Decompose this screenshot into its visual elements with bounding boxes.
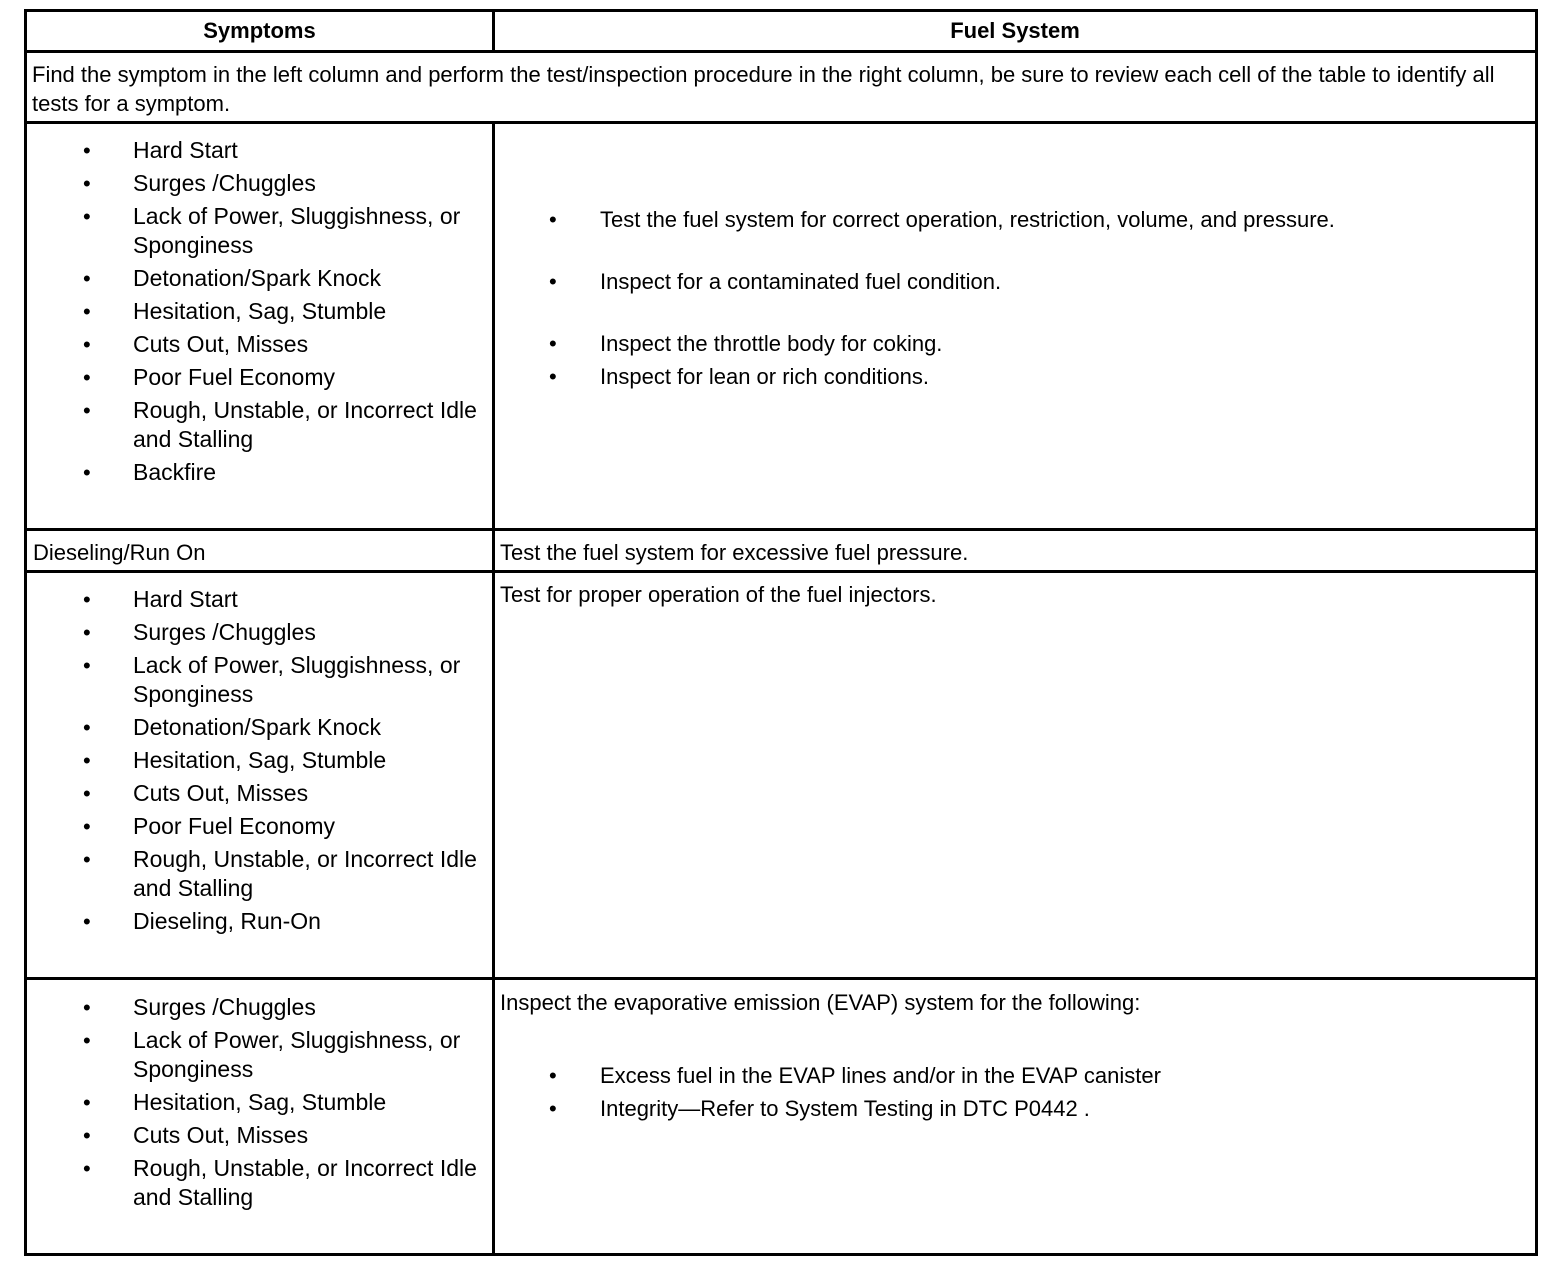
divider: [27, 528, 1535, 531]
bullet-icon: •: [83, 1028, 91, 1053]
bullet-icon: •: [83, 1123, 91, 1148]
list-item: • Surges /Chuggles: [83, 170, 316, 196]
row1-tests: [495, 205, 1535, 391]
divider: [27, 570, 1535, 573]
divider: [27, 977, 1535, 980]
bullet-icon: •: [549, 207, 557, 232]
list-item: • Cuts Out, Misses: [83, 331, 309, 357]
bullet-icon: •: [83, 748, 91, 773]
bullet-icon: •: [83, 138, 91, 163]
list-item: • Hard Start: [83, 137, 238, 163]
bullet-icon: •: [83, 814, 91, 839]
bullet-icon: •: [83, 995, 91, 1020]
list-item: • Lack of Power, Sluggishness, or Sponginess: [83, 652, 461, 707]
intro-text: Find the symptom in the left column and perform the test/inspection procedure in the right column, be sure to review each cell of the table to identify all tests for a symptom.: [32, 62, 1495, 116]
list-item: • Hesitation, Sag, Stumble: [83, 747, 387, 773]
list-item: • Detonation/Spark Knock: [83, 265, 382, 291]
row1-symptoms: [27, 136, 492, 487]
bullet-icon: •: [83, 332, 91, 357]
list-item: • Rough, Unstable, or Incorrect Idle and Stalling: [83, 1155, 477, 1210]
bullet-icon: •: [83, 398, 91, 423]
list-item: • Excess fuel in the EVAP lines and/or in the EVAP canister: [549, 1063, 1161, 1088]
divider: [27, 50, 1535, 53]
row4-test-intro: Inspect the evaporative emission (EVAP) system for the following:: [500, 990, 1141, 1015]
list-item: • Hesitation, Sag, Stumble: [83, 1089, 387, 1115]
bullet-icon: •: [83, 171, 91, 196]
list-item: • Rough, Unstable, or Incorrect Idle and Stalling: [83, 846, 477, 901]
list-item: • Inspect the throttle body for coking.: [549, 331, 943, 356]
list-item: • Detonation/Spark Knock: [83, 714, 382, 740]
list-item: • Poor Fuel Economy: [83, 364, 335, 390]
bullet-icon: •: [83, 1090, 91, 1115]
bullet-icon: •: [83, 847, 91, 872]
row2-symptom: Dieseling/Run On: [33, 540, 206, 565]
bullet-icon: •: [83, 204, 91, 229]
bullet-icon: •: [83, 781, 91, 806]
row2-test: Test the fuel system for excessive fuel pressure.: [500, 540, 969, 565]
bullet-icon: •: [83, 266, 91, 291]
bullet-icon: •: [549, 331, 557, 356]
bullet-icon: •: [83, 365, 91, 390]
list-item: • Cuts Out, Misses: [83, 780, 309, 806]
divider: [27, 121, 1535, 124]
bullet-icon: •: [83, 1156, 91, 1181]
header-symptoms: Symptoms: [203, 18, 316, 43]
list-item: • Inspect for lean or rich conditions.: [549, 364, 929, 389]
list-item: • Cuts Out, Misses: [83, 1122, 309, 1148]
list-item: • Surges /Chuggles: [83, 619, 316, 645]
row4-symptoms: [27, 993, 492, 1212]
divider: [492, 124, 495, 1253]
list-item: • Inspect for a contaminated fuel condition.: [549, 269, 1002, 294]
list-item: • Backfire: [83, 459, 217, 485]
row3-test: Test for proper operation of the fuel injectors.: [500, 582, 937, 607]
bullet-icon: •: [83, 909, 91, 934]
list-item: • Hesitation, Sag, Stumble: [83, 298, 387, 324]
row3-symptoms: [27, 585, 492, 936]
list-item: • Rough, Unstable, or Incorrect Idle and Stalling: [83, 397, 477, 452]
list-item: • Lack of Power, Sluggishness, or Sponginess: [83, 203, 461, 258]
bullet-icon: •: [549, 1096, 557, 1121]
row4-tests: [495, 1061, 1535, 1123]
bullet-icon: •: [83, 587, 91, 612]
list-item: • Dieseling, Run-On: [83, 908, 321, 934]
header-fuel-system: Fuel System: [950, 18, 1080, 43]
bullet-icon: •: [549, 269, 557, 294]
divider: [492, 12, 495, 52]
bullet-icon: •: [83, 653, 91, 678]
list-item: • Integrity—Refer to System Testing in DTC P0442 .: [549, 1096, 1090, 1121]
list-item: • Test the fuel system for correct operation, restriction, volume, and pressure.: [549, 207, 1335, 232]
bullet-icon: •: [83, 715, 91, 740]
list-item: • Surges /Chuggles: [83, 994, 316, 1020]
list-item: • Poor Fuel Economy: [83, 813, 335, 839]
bullet-icon: •: [83, 620, 91, 645]
bullet-icon: •: [549, 364, 557, 389]
symptoms-table: [24, 9, 1538, 1256]
bullet-icon: •: [83, 299, 91, 324]
bullet-icon: •: [83, 460, 91, 485]
list-item: • Hard Start: [83, 586, 238, 612]
list-item: • Lack of Power, Sluggishness, or Sponginess: [83, 1027, 461, 1082]
bullet-icon: •: [549, 1063, 557, 1088]
